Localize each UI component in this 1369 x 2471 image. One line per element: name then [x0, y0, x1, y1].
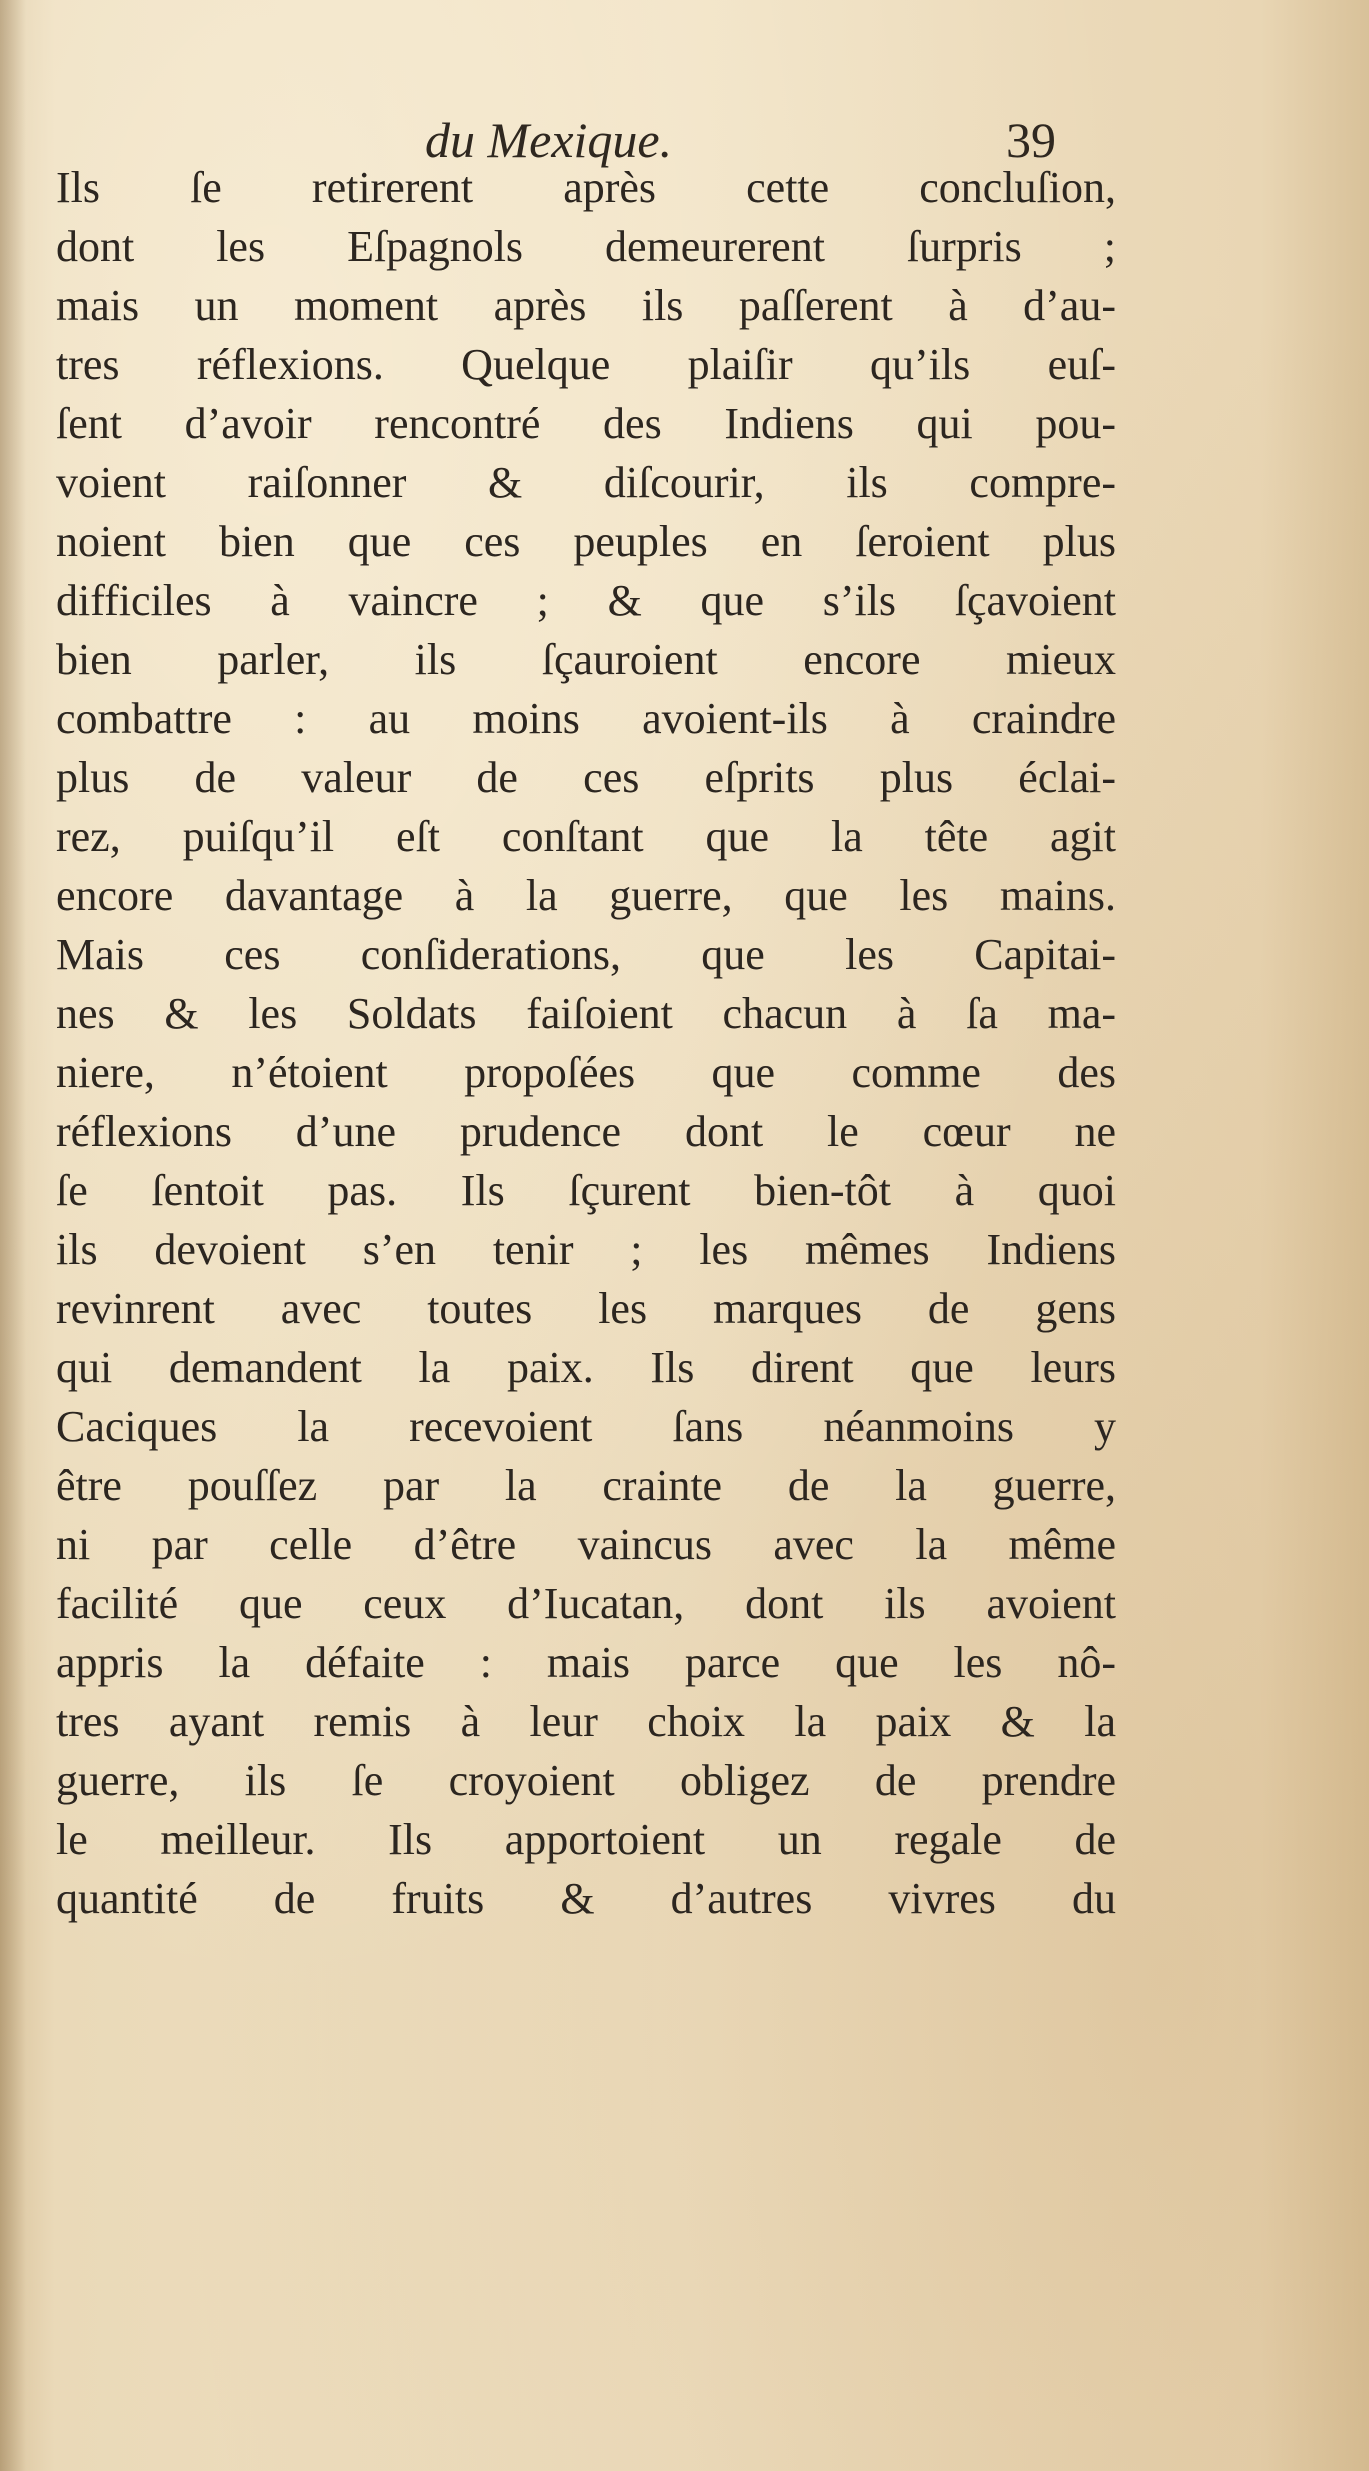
text-line: quantité de fruits & d’autres vivres du	[56, 1874, 1116, 1923]
text-line: nes & les Soldats faiſoient chacun à ſa ma-	[56, 989, 1116, 1038]
text-line: revinrent avec toutes les marques de gens	[56, 1284, 1116, 1333]
text-line: mais un moment après ils paſſerent à d’au-	[56, 281, 1116, 330]
text-line: bien parler, ils ſçauroient encore mieux	[56, 635, 1116, 684]
spine-shadow	[0, 0, 26, 2471]
text-line: guerre, ils ſe croyoient obligez de prendre	[56, 1756, 1116, 1805]
text-line: ils devoient s’en tenir ; les mêmes Indiens	[56, 1225, 1116, 1274]
text-line: combattre : au moins avoient-ils à craindre	[56, 694, 1116, 743]
text-line: être pouſſez par la crainte de la guerre,	[56, 1461, 1116, 1510]
body-text	[56, 158, 1116, 1928]
text-line: voient raiſonner & diſcourir, ils compre-	[56, 458, 1116, 507]
text-line: encore davantage à la guerre, que les mains.	[56, 871, 1116, 920]
text-line: dont les Eſpagnols demeurerent ſurpris ;	[56, 222, 1116, 271]
text-line: ſent d’avoir rencontré des Indiens qui pou-	[56, 399, 1116, 448]
text-line: tres réflexions. Quelque plaiſir qu’ils euſ-	[56, 340, 1116, 389]
text-line: réflexions d’une prudence dont le cœur ne	[56, 1107, 1116, 1156]
text-line: qui demandent la paix. Ils dirent que leurs	[56, 1343, 1116, 1392]
text-line: noient bien que ces peuples en ſeroient plus	[56, 517, 1116, 566]
text-line: facilité que ceux d’Iucatan, dont ils avoient	[56, 1579, 1116, 1628]
text-line: le meilleur. Ils apportoient un regale de	[56, 1815, 1116, 1864]
text-line: Ils ſe retirerent après cette concluſion,	[56, 163, 1116, 212]
text-line: ſe ſentoit pas. Ils ſçurent bien-tôt à quoi	[56, 1166, 1116, 1215]
running-title: du Mexique.	[425, 112, 673, 168]
text-line: difficiles à vaincre ; & que s’ils ſçavoient	[56, 576, 1116, 625]
text-line: niere, n’étoient propoſées que comme des	[56, 1048, 1116, 1097]
text-line: Caciques la recevoient ſans néanmoins y	[56, 1402, 1116, 1451]
text-line: rez, puiſqu’il eſt conſtant que la tête agit	[56, 812, 1116, 861]
page-number: 39	[1006, 112, 1056, 168]
text-line: Mais ces conſiderations, que les Capitai-	[56, 930, 1116, 979]
text-line: tres ayant remis à leur choix la paix & la	[56, 1697, 1116, 1746]
text-line: appris la défaite : mais parce que les nô-	[56, 1638, 1116, 1687]
text-line: plus de valeur de ces eſprits plus éclai-	[56, 753, 1116, 802]
text-line: ni par celle d’être vaincus avec la même	[56, 1520, 1116, 1569]
